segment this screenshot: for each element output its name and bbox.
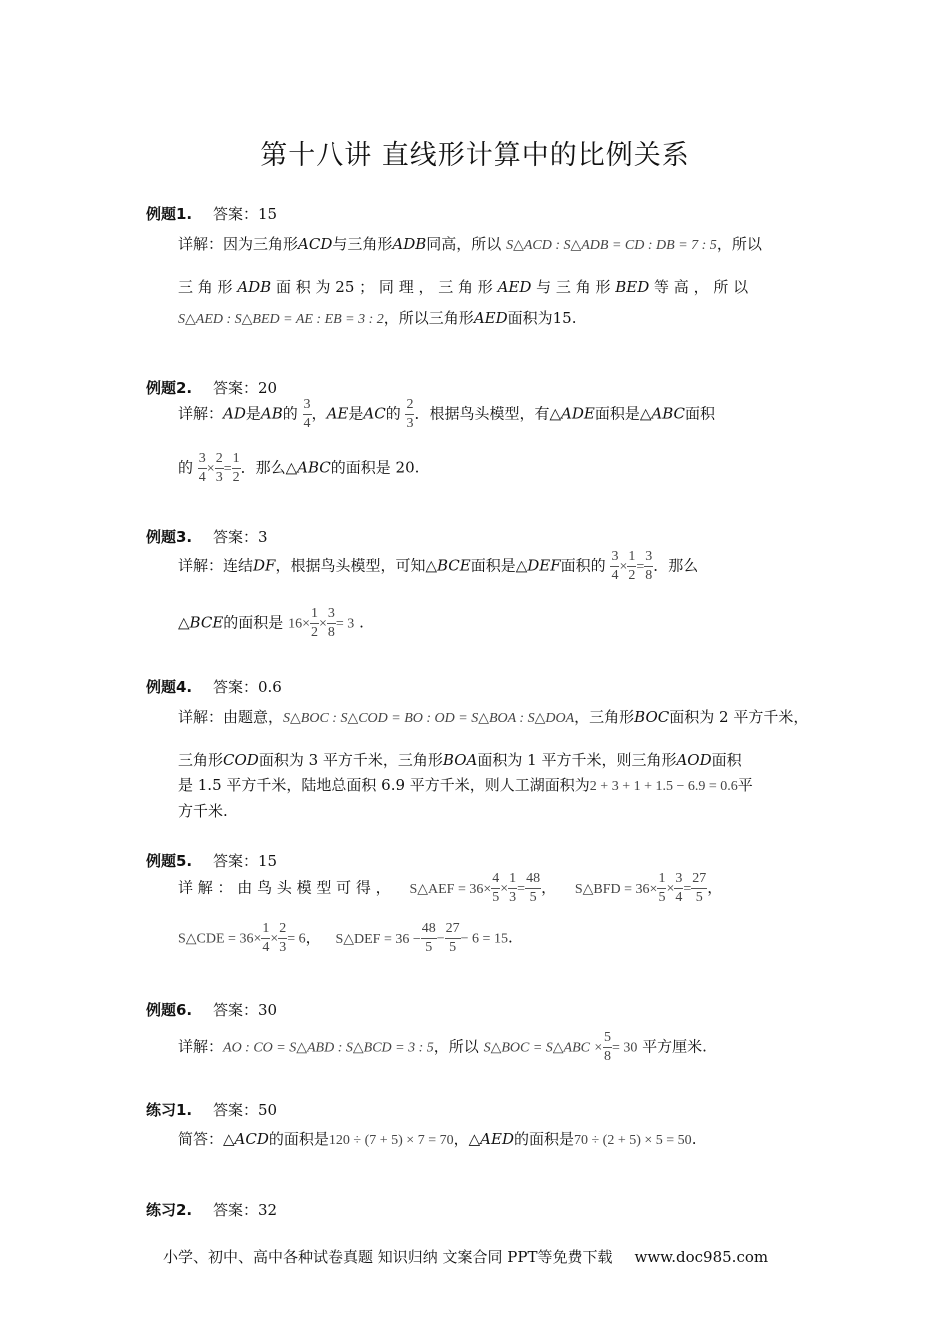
example-2-heading (146, 377, 278, 398)
solution-line: 详解：因为三角形ACD与三角形ADB同高，所以 S△ACD : S△ADB = CD : DB = 7 : 5，所以 (178, 235, 762, 253)
example-answer: 答案：0.6 (213, 678, 282, 696)
exercise-label: 练习1. (146, 1101, 193, 1119)
fraction: $\frac{48}{5}$ (421, 921, 436, 955)
solution-line: 详解：由题意，S△BOC : S△COD = BO : OD = S△BOA : S△DOA，三角形BOC面积为 2 平方千米， (178, 708, 809, 726)
solution-line: 详解：连结DF，根据鸟头模型，可知△BCE面积是△DEF面积的 $\frac{3}{4}$ × $\frac{1}{2}$ = $\frac{3}{8}$ ．那么 (178, 549, 699, 583)
fraction: $\frac{3}{4}$ (303, 397, 311, 431)
solution-line: 详解：AD是AB的 $\frac{3}{4}$ ，AE是AC的 $\frac{2}{3}$ ．根据鸟头模型，有△ADE面积是△ABC面积 (178, 397, 716, 431)
exercise-2-heading (146, 1199, 278, 1220)
fraction: $\frac{2}{3}$ (279, 921, 287, 955)
solution-line: 方千米. (178, 802, 228, 820)
example-1-heading (146, 203, 278, 224)
fraction: $\frac{1}{2}$ (310, 606, 318, 640)
fraction: $\frac{2}{3}$ (215, 451, 223, 485)
solution-line: 三角形COD面积为 3 平方千米，三角形BOA面积为 1 平方千米，则三角形AOD面积 (178, 751, 742, 769)
footer-url[interactable]: www.doc985.com (634, 1248, 769, 1266)
solution-line: 三 角 形 ADB 面 积 为 25 ； 同 理 ， 三 角 形 AED 与 三 角 形 BED 等 高 ， 所 以 (178, 278, 749, 296)
exercise-answer: 答案：50 (213, 1101, 278, 1119)
fraction: $\frac{1}{4}$ (262, 921, 270, 955)
fraction: $\frac{3}{4}$ (198, 451, 206, 485)
solution-line: S△AED : S△BED = AE : EB = 3 : 2，所以三角形AED面积为15. (178, 309, 577, 327)
fraction: $\frac{3}{8}$ (327, 606, 335, 640)
formula: S△AED : S△BED = AE : EB = 3 : 2 (178, 312, 384, 327)
fraction: $\frac{27}{5}$ (445, 921, 460, 955)
example-4-heading (146, 676, 282, 697)
example-label: 例题1. (146, 205, 193, 223)
example-answer: 答案：3 (213, 528, 268, 546)
example-5-heading (146, 850, 278, 871)
formula: 70 ÷ (2 + 5) × 5 = 50 (573, 1133, 692, 1148)
example-3-heading (146, 526, 268, 547)
exercise-answer: 答案：32 (213, 1201, 278, 1219)
solution-line: 是 1.5 平方千米，陆地总面积 6.9 平方千米，则人工湖面积为2 + 3 + 1 + 1.5 − 6.9 = 0.6平 (178, 776, 753, 794)
fraction: $\frac{3}{8}$ (645, 549, 653, 583)
fraction: $\frac{3}{4}$ (675, 871, 683, 905)
formula: S△ACD : S△ADB = CD : DB = 7 : 5 (506, 238, 717, 253)
formula: S△BOC : S△COD = BO : OD = S△BOA : S△DOA (283, 711, 575, 726)
fraction: $\frac{1}{2}$ (628, 549, 636, 583)
example-label: 例题3. (146, 528, 193, 546)
formula: 2 + 3 + 1 + 1.5 − 6.9 = 0.6 (589, 779, 738, 794)
fraction: $\frac{27}{5}$ (692, 871, 707, 905)
fraction: $\frac{1}{5}$ (658, 871, 666, 905)
formula: 120 ÷ (7 + 5) × 7 = 70 (328, 1133, 454, 1148)
formula: AO : CO = S△ABD : S△BCD = 3 : 5 (223, 1040, 434, 1056)
example-6-heading (146, 999, 278, 1020)
example-label: 例题2. (146, 379, 193, 397)
fraction: $\frac{1}{3}$ (509, 871, 517, 905)
example-label: 例题5. (146, 852, 193, 870)
fraction: $\frac{48}{5}$ (526, 871, 541, 905)
solution-line: △BCE的面积是 16× $\frac{1}{2}$ × $\frac{3}{8}$ = 3 . (178, 606, 364, 640)
example-label: 例题6. (146, 1001, 193, 1019)
fraction: $\frac{2}{3}$ (406, 397, 414, 431)
example-answer: 答案：20 (213, 379, 278, 397)
fraction: $\frac{1}{2}$ (232, 451, 240, 485)
solution-line: 详 解 ： 由 鸟 头 模 型 可 得 ， S△AEF = 36× $\frac{4}{5}$ × $\frac{1}{3}$ = $\frac{48}{5}$ ， S△BFD = 36× $\frac{1}{5}$ × $\frac{3}{4}$ = $\frac{27}{5}$ ， (178, 871, 723, 905)
exercise-label: 练习2. (146, 1201, 193, 1219)
solution-line: 简答：△ACD的面积是120 ÷ (7 + 5) × 7 = 70，△AED的面积是70 ÷ (2 + 5) × 5 = 50. (178, 1130, 697, 1148)
exercise-1-heading (146, 1099, 278, 1120)
page-title: 第十八讲 直线形计算中的比例关系 (260, 140, 690, 171)
fraction: $\frac{3}{4}$ (611, 549, 619, 583)
example-label: 例题4. (146, 678, 193, 696)
solution-line: 的 $\frac{3}{4}$ × $\frac{2}{3}$ = $\frac{1}{2}$ ．那么△ABC的面积是 20. (178, 451, 420, 485)
example-answer: 答案：15 (213, 205, 278, 223)
solution-line: S△CDE = 36× $\frac{1}{4}$ × $\frac{2}{3}$ = 6， S△DEF = 36 − $\frac{48}{5}$ − $\frac{27}{5}$ − 6 = 15. (178, 921, 513, 955)
fraction: $\frac{4}{5}$ (492, 871, 500, 905)
example-answer: 答案：30 (213, 1001, 278, 1019)
solution-line: 详解：AO : CO = S△ABD : S△BCD = 3 : 5，所以 S△BOC = S△ABC × $\frac{5}{8}$ = 30 平方厘米. (178, 1030, 707, 1064)
footer-text: 小学、初中、高中各种试卷真题 知识归纳 文案合同 PPT等免费下载 (163, 1248, 613, 1266)
fraction: $\frac{5}{8}$ (603, 1030, 611, 1064)
example-answer: 答案：15 (213, 852, 278, 870)
page-footer (163, 1246, 768, 1267)
